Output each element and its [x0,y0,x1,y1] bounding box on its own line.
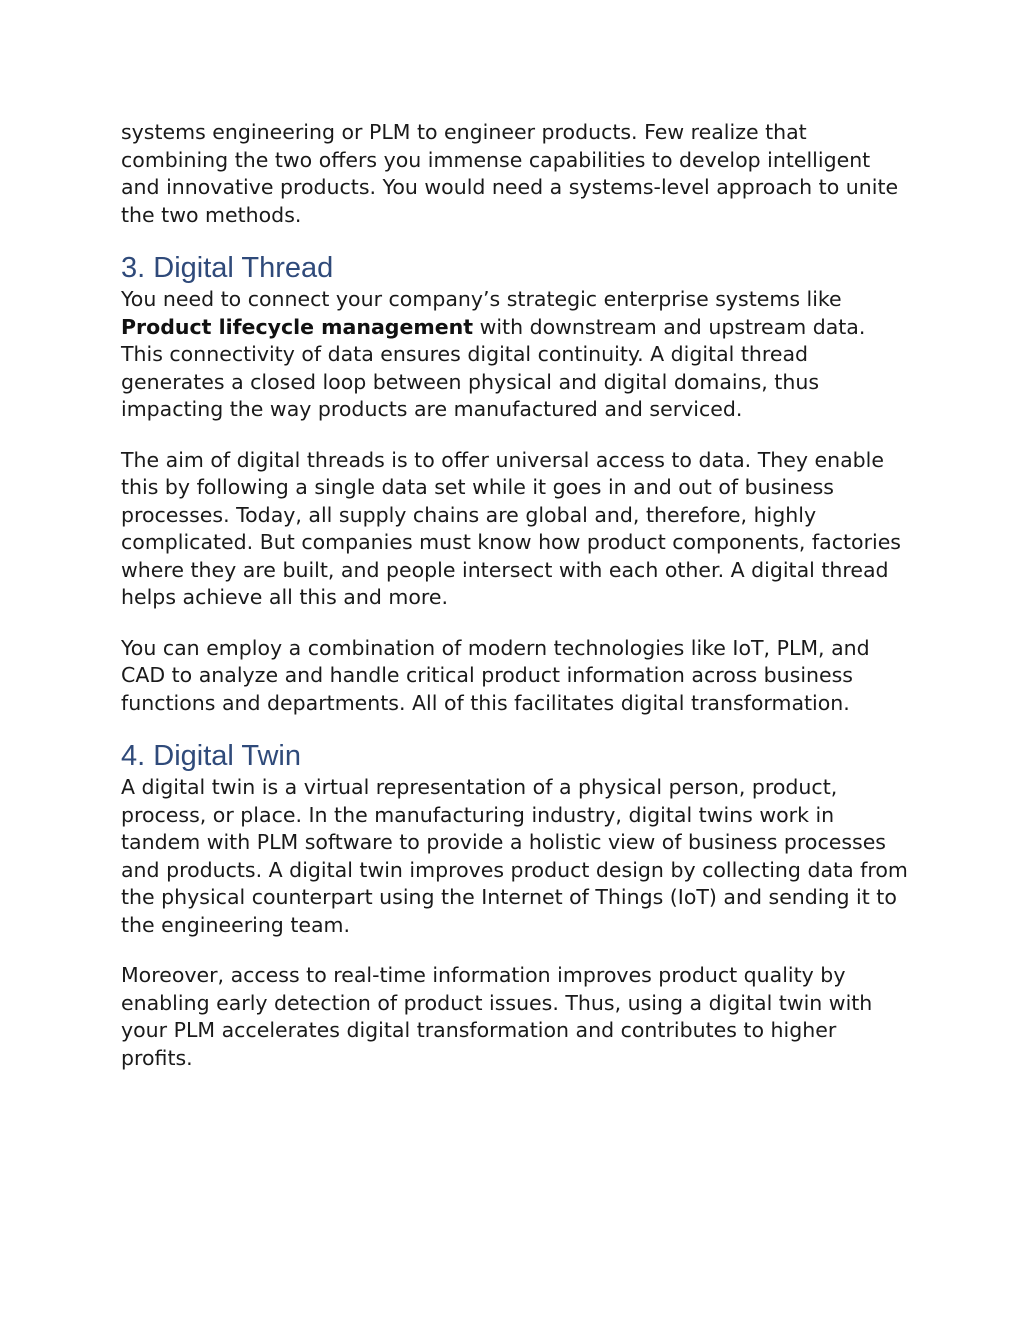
section-3-paragraph-2: The aim of digital threads is to offer universal access to data. They enable this by following a single data set while it goes in and out of business processes. Today, all supply chains are global and, therefore, highly complicated. But companies must know how product components, factories where they are built, and people intersect with each other. A digital thread helps achieve all this and more. [121,447,901,609]
section-4-paragraph-1: A digital twin is a virtual representation of a physical person, product, process, or place. In the manufacturing industry, digital twins work in tandem with PLM software to provide a holistic view of business processes and products. A digital twin improves product design by collecting data from the physical counterpart using the Internet of Things (IoT) and sending it to the engineering team. [121,775,908,937]
section-4-number: 4. [121,740,146,772]
section-3-p1-bold: Product lifecycle management [121,314,474,339]
section-4-paragraph-2: Moreover, access to real-time information improves product quality by enabling early detection of product issues. Thus, using a digital twin with your PLM accelerates digital transformation and contributes to higher profits. [121,963,873,1070]
section-3-heading [121,252,911,284]
section-4-heading [121,740,911,772]
section-4-title: Digital Twin [153,740,301,772]
section-3-p1-after: with downstream and upstream data. This connectivity of data ensures digital continuity. A digital thread generates a closed loop between physical and digital domains, thus impacting the way products are manufactured and serviced. [121,314,866,421]
section-3-paragraph-1 [121,286,911,424]
section-3-paragraph-3: You can employ a combination of modern technologies like IoT, PLM, and CAD to analyze and handle critical product information across business functions and departments. All of this facilitates digital transformation. [121,635,870,715]
section-3-title: Digital Thread [153,252,334,284]
document-body [121,119,911,1095]
intro-paragraph: systems engineering or PLM to engineer products. Few realize that combining the two offers you immense capabilities to develop intelligent and innovative products. You would need a systems-level approach to unite the two methods. [121,120,899,227]
section-3-number: 3. [121,252,146,284]
section-3-p1-before: You need to connect your company’s strategic enterprise systems like [121,287,842,311]
